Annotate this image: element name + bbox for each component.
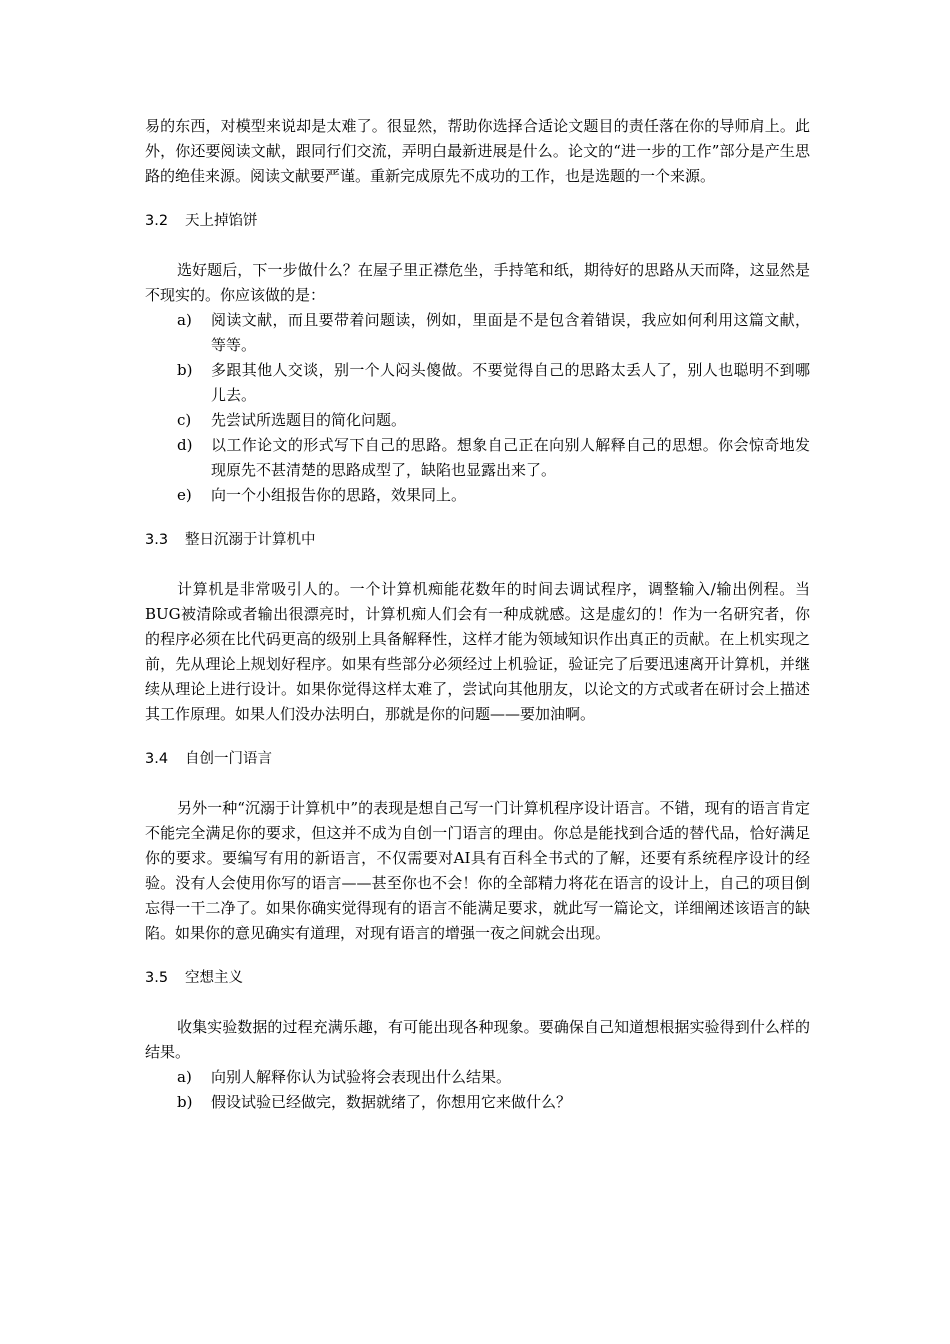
section-paragraph: 收集实验数据的过程充满乐趣，有可能出现各种现象。要确保自己知道想根据实验得到什么样的结果。 bbox=[145, 1018, 810, 1061]
list-item bbox=[145, 1065, 810, 1090]
list-item-text: 先尝试所选题目的简化问题。 bbox=[211, 411, 407, 429]
list-item-text: 假设试验已经做完，数据就绪了，你想用它来做什么？ bbox=[211, 1093, 572, 1111]
list-marker: c) bbox=[177, 411, 192, 429]
intro-paragraph: 易的东西，对模型来说却是太难了。很显然，帮助你选择合适论文题目的责任落在你的导师肩上。此外，你还要阅读文献，跟同行们交流，弄明白最新进展是什么。论文的“进一步的工作”部分是产生思路的绝佳来源。阅读文献要严谨。重新完成原先不成功的工作，也是选题的一个来源。 bbox=[145, 117, 810, 185]
list-marker: a) bbox=[177, 311, 192, 329]
list-item bbox=[145, 433, 810, 483]
list-item bbox=[145, 1090, 810, 1115]
section-list bbox=[145, 1065, 810, 1115]
list-marker: b) bbox=[177, 361, 193, 379]
section-paragraph: 计算机是非常吸引人的。一个计算机痴能花数年的时间去调试程序，调整输入/输出例程。当BUG被清除或者输出很漂亮时，计算机痴人们会有一种成就感。这是虚幻的！作为一名研究者，你的程序必须在比代码更高的级别上具备解释性，这样才能为领域知识作出真正的贡献。在上机实现之前，先从理论上规划好程序。如果有些部分必须经过上机验证，验证完了后要迅速离开计算机，并继续从理论上进行设计。如果你觉得这样太难了，尝试向其他朋友，以论文的方式或者在研讨会上描述其工作原理。如果人们没办法明白，那就是你的问题——要加油啊。 bbox=[145, 580, 810, 723]
list-item bbox=[145, 483, 810, 508]
list-item bbox=[145, 358, 810, 408]
section-number: 3.3 bbox=[145, 532, 169, 548]
list-item-text: 多跟其他人交谈，别一个人闷头傻做。不要觉得自己的思路太丢人了，别人也聪明不到哪儿去。 bbox=[211, 361, 810, 404]
section-heading-3-3 bbox=[145, 528, 810, 553]
section-paragraph: 另外一种“沉溺于计算机中”的表现是想自己写一门计算机程序设计语言。不错，现有的语言肯定不能完全满足你的要求，但这并不成为自创一门语言的理由。你总是能找到合适的替代品，恰好满足你的要求。要编写有用的新语言，不仅需要对AI具有百科全书式的了解，还要有系统程序设计的经验。没有人会使用你写的语言——甚至你也不会！你的全部精力将花在语言的设计上，自己的项目倒忘得一干二净了。如果你确实觉得现有的语言不能满足要求，就此写一篇论文，详细阐述该语言的缺陷。如果你的意见确实有道理，对现有语言的增强一夜之间就会出现。 bbox=[145, 799, 810, 942]
section-title: 空想主义 bbox=[185, 970, 243, 986]
list-marker: d) bbox=[177, 436, 193, 454]
section-number: 3.4 bbox=[145, 751, 169, 767]
section-title: 整日沉溺于计算机中 bbox=[185, 532, 316, 548]
document-page bbox=[145, 114, 810, 1115]
section-title: 天上掉馅饼 bbox=[185, 213, 258, 229]
list-item-text: 以工作论文的形式写下自己的思路。想象自己正在向别人解释自己的思想。你会惊奇地发现原先不甚清楚的思路成型了，缺陷也显露出来了。 bbox=[211, 436, 810, 479]
list-item-text: 阅读文献，而且要带着问题读，例如，里面是不是包含着错误，我应如何利用这篇文献，等等。 bbox=[211, 311, 810, 354]
list-marker: b) bbox=[177, 1093, 193, 1111]
section-heading-3-5 bbox=[145, 966, 810, 991]
section-heading-3-4 bbox=[145, 747, 810, 772]
section-heading-3-2 bbox=[145, 209, 810, 234]
section-list bbox=[145, 308, 810, 508]
list-marker: a) bbox=[177, 1068, 192, 1086]
list-item-text: 向一个小组报告你的思路，效果同上。 bbox=[211, 486, 467, 504]
section-number: 3.5 bbox=[145, 970, 169, 986]
list-item-text: 向别人解释你认为试验将会表现出什么结果。 bbox=[211, 1068, 512, 1086]
section-number: 3.2 bbox=[145, 213, 169, 229]
list-marker: e) bbox=[177, 486, 192, 504]
list-item bbox=[145, 308, 810, 358]
list-item bbox=[145, 408, 810, 433]
section-title: 自创一门语言 bbox=[185, 751, 272, 767]
section-paragraph: 选好题后，下一步做什么？在屋子里正襟危坐，手持笔和纸，期待好的思路从天而降，这显然是不现实的。你应该做的是： bbox=[145, 261, 810, 304]
